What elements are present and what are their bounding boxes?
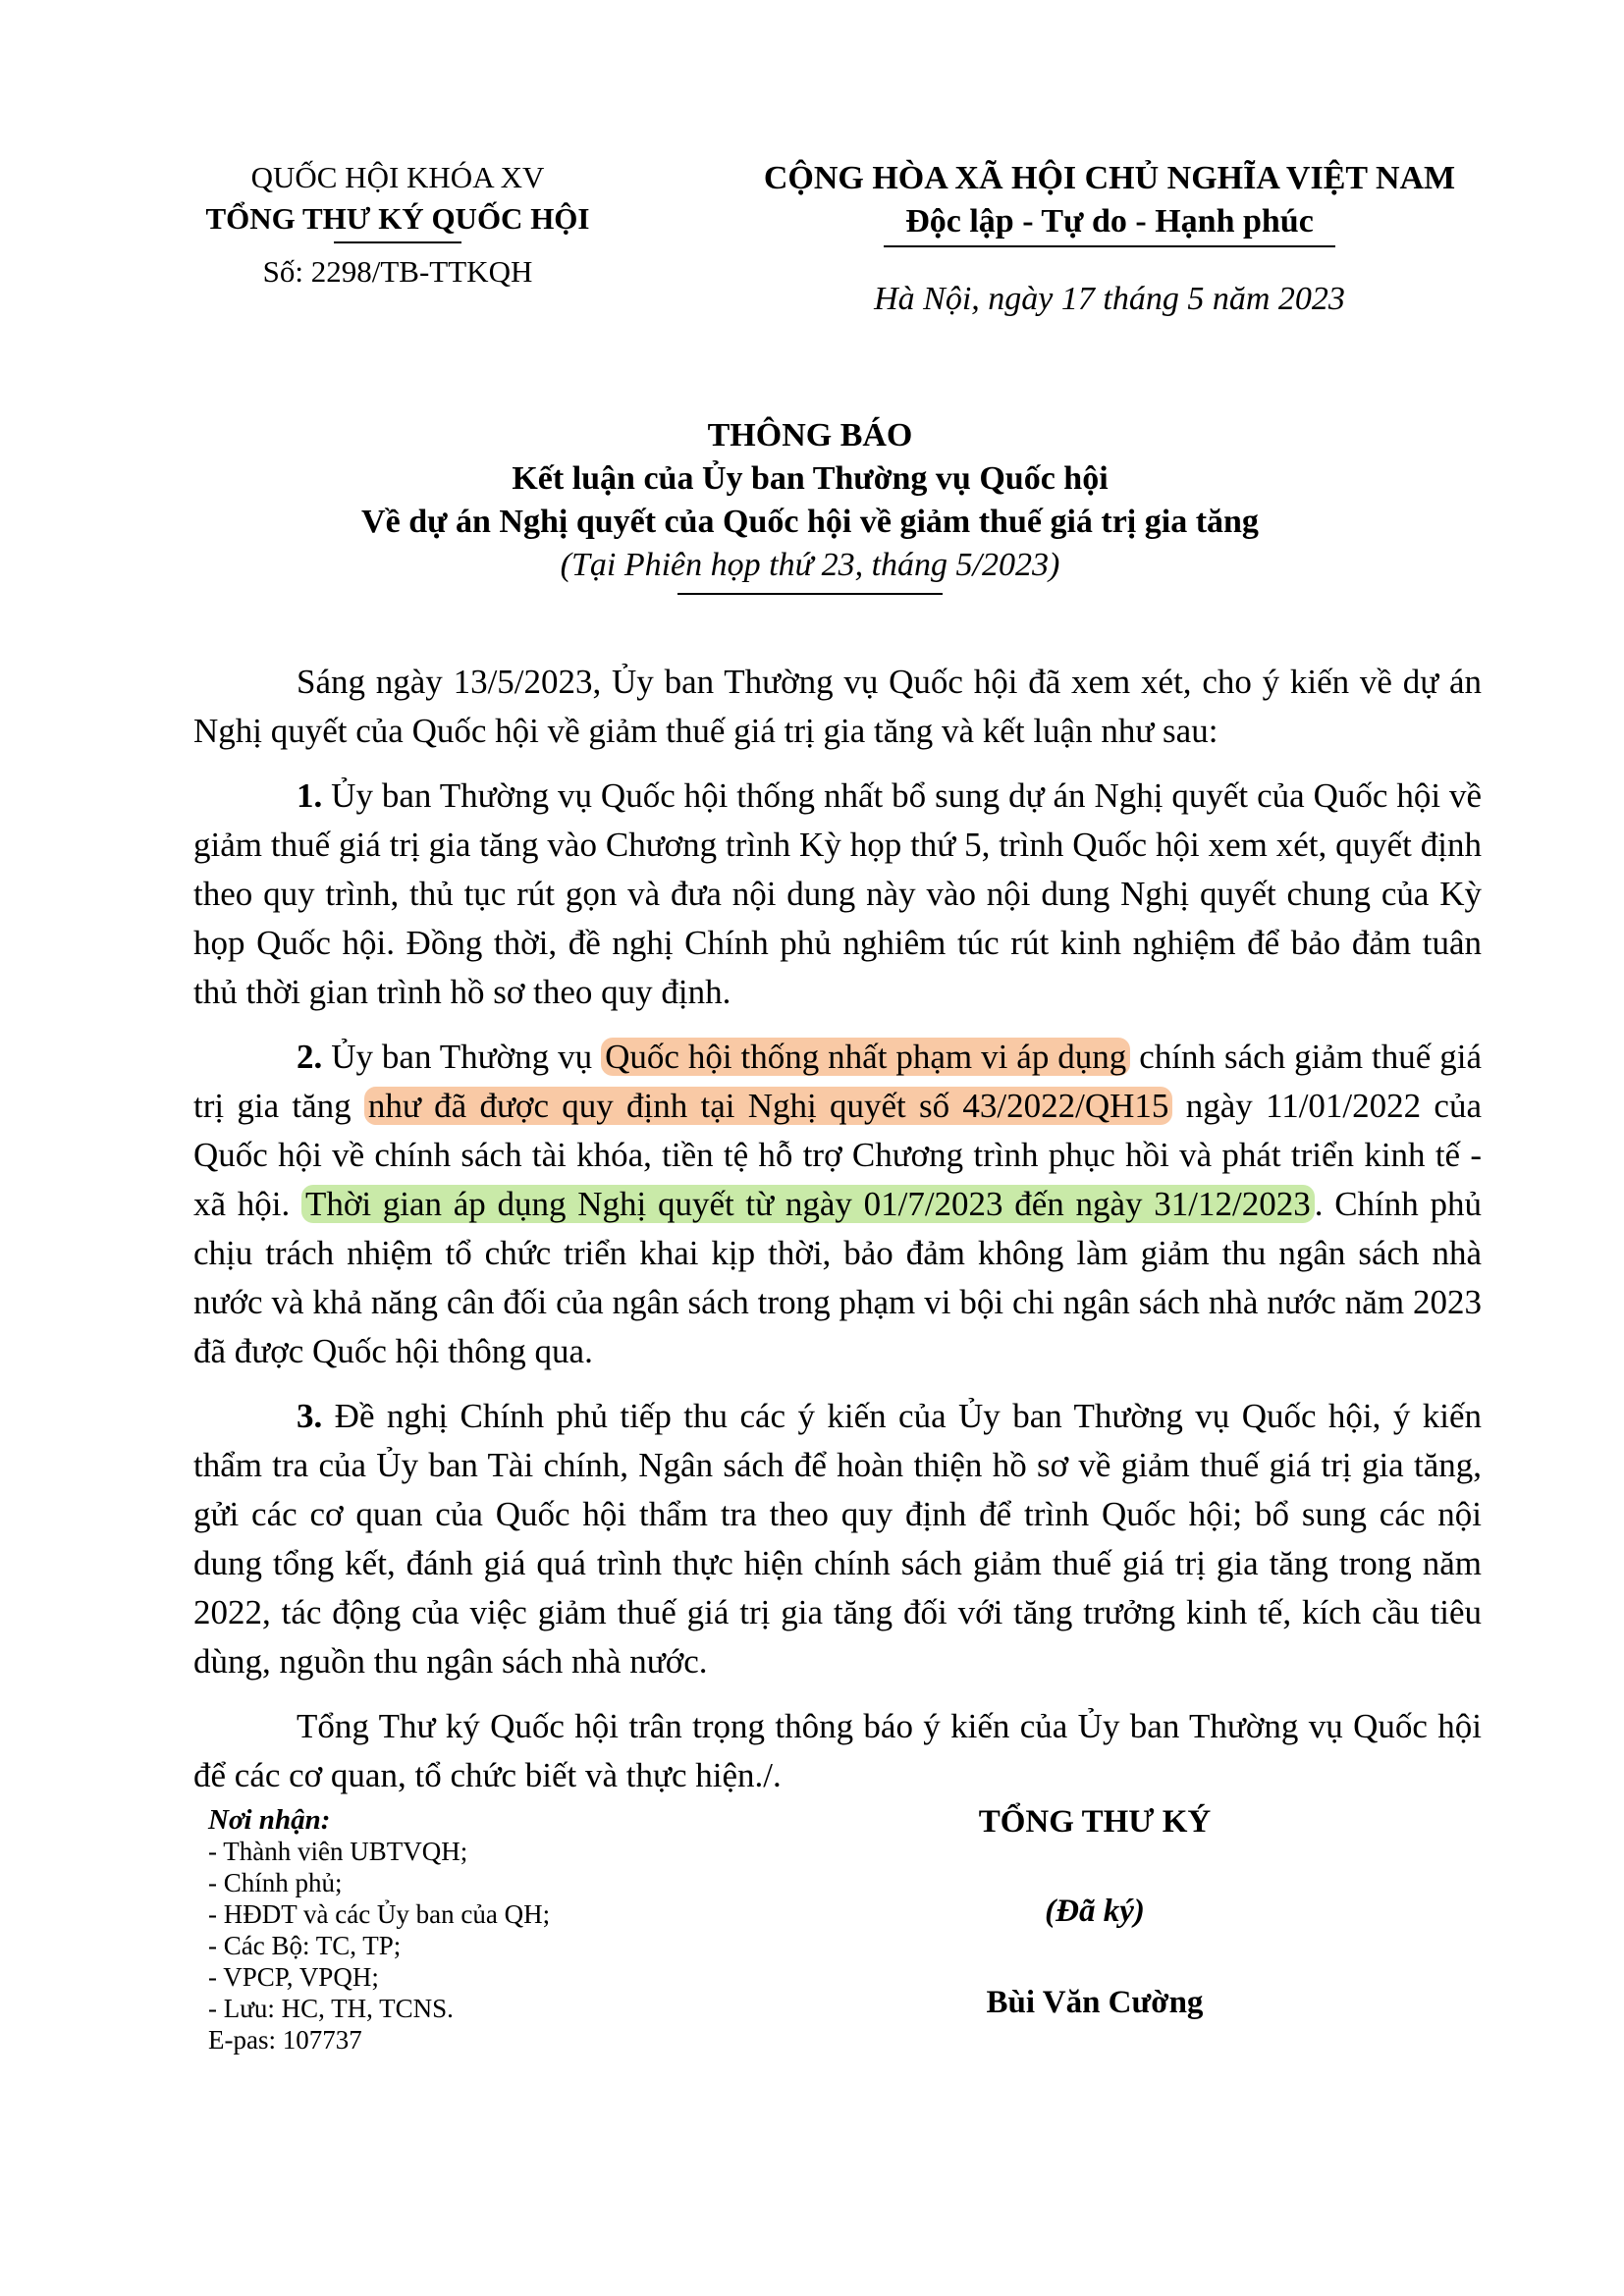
item-3-paragraph xyxy=(193,1392,1482,1686)
document-body xyxy=(193,658,1482,1816)
title-session: (Tại Phiên họp thứ 23, tháng 5/2023) xyxy=(560,547,1060,583)
recipient-item: - Chính phủ; xyxy=(208,1868,343,1897)
item-1-number: 1. xyxy=(297,776,323,815)
item-2-text-a: Ủy ban Thường vụ xyxy=(322,1038,602,1076)
recipient-item: - HĐDT và các Ủy ban của QH; xyxy=(208,1899,551,1929)
recipient-item: - Các Bộ: TC, TP; xyxy=(208,1931,402,1960)
item-2-text-b: chính sách giảm thuế giá trị gia tăng xyxy=(193,1038,1482,1125)
title-subject-2: Về dự án Nghị quyết của Quốc hội về giảm thuế giá trị gia tăng xyxy=(361,504,1259,540)
document-type: THÔNG BÁO xyxy=(707,417,913,454)
item-2-paragraph xyxy=(193,1033,1482,1376)
signer-name: Bùi Văn Cường xyxy=(986,1985,1204,2020)
signature-block xyxy=(864,1804,1326,2021)
item-1-text: Ủy ban Thường vụ Quốc hội thống nhất bổ sung dự án Nghị quyết của Quốc hội về giảm thuế giá trị gia tăng vào Chương trình Kỳ họp thứ 5, trình Quốc hội xem xét, quyết định theo quy trình, thủ tục rút gọn và đưa nội dung này vào nội dung Nghị quyết chung của Kỳ họp Quốc hội. Đồng thời, đề nghị Chính phủ nghiêm túc rút kinh nghiệm để bảo đảm tuân thủ thời gian trình hồ sơ theo quy định. xyxy=(193,776,1482,1011)
highlight-resolution: như đã được quy định tại Nghị quyết số 43/2022/QH15 xyxy=(364,1087,1173,1125)
national-motto: Độc lập - Tự do - Hạnh phúc xyxy=(905,203,1314,240)
issuer-parent: QUỐC HỘI KHÓA XV xyxy=(250,160,545,194)
document-date: Hà Nội, ngày 17 tháng 5 năm 2023 xyxy=(874,281,1345,317)
issuer-block xyxy=(177,157,619,293)
recipient-item: - Lưu: HC, TH, TCNS. xyxy=(208,1994,454,2023)
closing-paragraph xyxy=(193,1702,1482,1800)
signed-note: (Đã ký) xyxy=(1045,1894,1145,1929)
intro-paragraph xyxy=(193,658,1482,756)
recipient-item: - Thành viên UBTVQH; xyxy=(208,1837,468,1866)
recipients-heading: Nơi nhận: xyxy=(208,1804,331,1836)
recipients-block xyxy=(208,1804,550,2056)
highlight-period: Thời gian áp dụng Nghị quyết từ ngày 01/7/2023 đến ngày 31/12/2023 xyxy=(301,1185,1315,1223)
item-2-text-c: ngày 11/01/2022 của Quốc hội về chính sách tài khóa, tiền tệ hỗ trợ Chương trình phục hồi và phát triển kinh tế - xã hội. xyxy=(193,1087,1482,1223)
recipient-item: - VPCP, VPQH; xyxy=(208,1962,379,1992)
item-3-text: Đề nghị Chính phủ tiếp thu các ý kiến của Ủy ban Thường vụ Quốc hội, ý kiến thẩm tra của Ủy ban Tài chính, Ngân sách để hoàn thiện hồ sơ về giảm thuế giá trị gia tăng, gửi các cơ quan của Quốc hội thẩm tra theo quy định để trình Quốc hội; bổ sung các nội dung tổng kết, đánh giá quá trình thực hiện chính sách giảm thuế giá trị gia tăng trong năm 2022, tác động của việc giảm thuế giá trị gia tăng đối với tăng trưởng kinh tế, kích cầu tiêu dùng, nguồn thu ngân sách nhà nước. xyxy=(193,1397,1482,1681)
closing-text: Tổng Thư ký Quốc hội trân trọng thông báo ý kiến của Ủy ban Thường vụ Quốc hội để các cơ quan, tổ chức biết và thực hiện./. xyxy=(193,1707,1482,1794)
title-block xyxy=(177,414,1443,595)
intro-text: Sáng ngày 13/5/2023, Ủy ban Thường vụ Quốc hội đã xem xét, cho ý kiến về dự án Nghị quyết của Quốc hội về giảm thuế giá trị gia tăng và kết luận như sau: xyxy=(193,663,1482,750)
issuer-underline xyxy=(334,241,461,243)
epas-number: E-pas: 107737 xyxy=(208,2025,362,2055)
national-motto-block xyxy=(687,157,1532,247)
document-number: Số: 2298/TB-TTKQH xyxy=(262,254,533,289)
title-underline xyxy=(677,593,943,595)
item-2-number: 2. xyxy=(297,1038,323,1076)
item-2-text-d: . Chính phủ chịu trách nhiệm tổ chức triển khai kịp thời, bảo đảm không làm giảm thu ngân sách nhà nước và khả năng cân đối của ngân sách trong phạm vi bội chi ngân sách nhà nước năm 2023 đã được Quốc hội thông qua. xyxy=(193,1185,1482,1370)
title-subject-1: Kết luận của Ủy ban Thường vụ Quốc hội xyxy=(512,460,1109,497)
highlight-scope: Quốc hội thống nhất phạm vi áp dụng xyxy=(601,1038,1130,1076)
motto-underline xyxy=(884,245,1335,247)
item-1-paragraph xyxy=(193,772,1482,1017)
issuer-name: TỔNG THƯ KÝ QUỐC HỘI xyxy=(205,201,590,236)
item-3-number: 3. xyxy=(297,1397,323,1435)
signer-title: TỔNG THƯ KÝ xyxy=(978,1804,1212,1840)
country-name: CỘNG HÒA XÃ HỘI CHỦ NGHĨA VIỆT NAM xyxy=(763,160,1456,196)
